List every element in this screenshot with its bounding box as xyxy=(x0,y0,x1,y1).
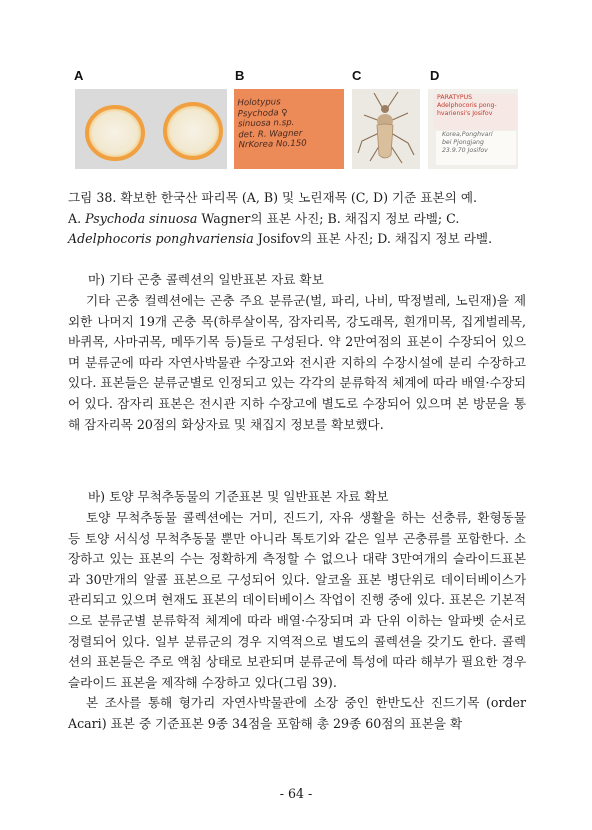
panel-letter-b: B xyxy=(235,68,245,83)
specimen-photo-c xyxy=(352,89,420,169)
caption-line-2: A. Psychoda sinuosa Wagner의 표본 사진; B. 채집지 정보 라벨; C. xyxy=(68,210,460,226)
panel-letter-c: C xyxy=(352,68,362,83)
page-number: - 64 - xyxy=(279,786,313,801)
section-paragraph: 토양 무척추동물 콜렉션에는 거미, 진드기, 자유 생활을 하는 선충류, 환형동물 등 토양 서식성 무척추동물 뿐만 아니라 톡토기와 같은 일부 곤충류를 포함한다. 소장하고 있는 표본의 수는 정확하게 측정할 수 없으나 대략 3만여개의 슬라이드표본과 30만개의 알콜 표본으로 구성되어 있다. 알코올 표본 병단위로 데이터베이스가 관리되고 있으며 현재도 표본의 데이터베이스 작업이 진행 중에 있다. 표본은 기본적으로 분류군별 분류학적 체계에 따라 배열·수장되며 과 단위 이하는 알파벳 순서로 정렬되어 있다. 일부 분류군의 경우 지역적으로 별도의 콜렉션을 갖기도 한다. 콜렉션의 표본들은 주로 액침 상태로 보관되며 분류군에 특성에 따라 해부가 필요한 경우 슬라이드 표본을 제작해 수장하고 있다(그림 39). 본 조사를 통해 형가리 자연사박물관에 소장 중인 한반도산 진드기목 (order Acari) 표본 중 기준표본 9종 34점을 포함해 총 29종 60점의 표본을 확 xyxy=(68,510,526,731)
holotype-label-b: Holotypus Psychoda ♀ sinuosa n.sp. det. R. Wagner NrKorea No.150 xyxy=(237,97,307,151)
locality-label-d: Korea,Ponghvari bei Pjongjang 23.9.70 Josifov xyxy=(436,131,516,165)
figure-caption xyxy=(68,188,526,250)
caption-line-1: 그림 38. 확보한 한국산 파리목 (A, B) 및 노린재목 (C, D) 기준 표본의 예. xyxy=(68,190,478,205)
species-name: Adelphocoris ponghvariensia xyxy=(68,231,254,247)
species-name: Psychoda sinuosa xyxy=(85,210,198,226)
panel-letter-d: D xyxy=(430,68,440,83)
section-heading-ma: 마) 기타 곤충 콜렉션의 일반표본 자료 확보 xyxy=(88,272,324,287)
caption-line-3: Adelphocoris ponghvariensia Josifov의 표본 사진; D. 채집지 정보 라벨. xyxy=(68,231,493,247)
section-heading-ba: 바) 토양 무척추동물의 기준표본 및 일반표본 자료 확보 xyxy=(88,489,389,504)
paratype-label-d: PARATYPUS Adelphocoris pong- hvariensi's Josifov xyxy=(433,94,517,130)
specimen-photo-a xyxy=(75,89,227,169)
section-paragraph: 기타 곤충 컬렉션에는 곤충 주요 분류군(벌, 파리, 나비, 딱정벌레, 노린재)을 제외한 나머지 19개 곤충 목(하루살이목, 잠자리목, 강도래목, 흰개미목, 집게벌레목, 바퀴목, 사마귀목, 메뚜기목 등)들로 구성된다. 약 2만여점의 표본이 수장되어 있으며 분류군에 따라 자연사박물관 수장고와 전시관 지하의 수장시설에 분리 수장하고 있다. 표본들은 분류군별로 인정되고 있는 각각의 분류학적 체계에 따라 배열·수장되어 있다. 잠자리 표본은 전시관 지하 수장고에 별도로 수장되어 있으며 본 방문을 통해 잠자리목 20점의 화상자료 및 채집지 정보를 확보했다. xyxy=(68,293,526,432)
panel-letter-a: A xyxy=(74,68,84,83)
